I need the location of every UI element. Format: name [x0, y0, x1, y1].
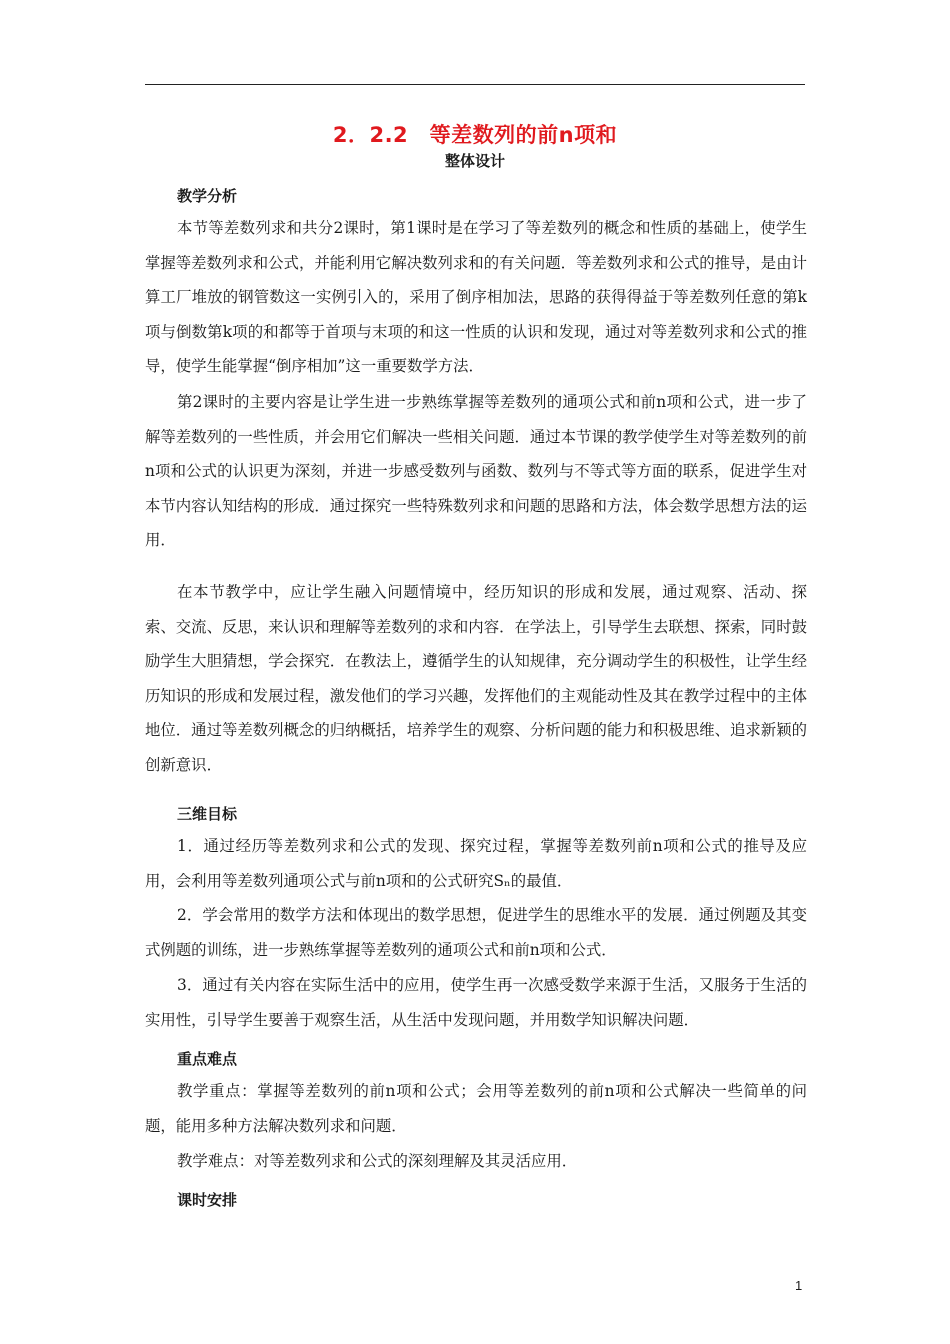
section-heading-analysis: 教学分析 [177, 187, 238, 205]
page-number: 1 [795, 1278, 803, 1293]
paragraph: 教学难点：对等差数列求和公式的深刻理解及其灵活应用． [177, 1152, 578, 1170]
paragraph: 教学重点：掌握等差数列的前n项和公式；会用等差数列的前n项和公式解决一些简单的问题，能用多种方法解决数列求和问题． [145, 1082, 807, 1135]
paragraph: 本节等差数列求和共分2课时，第1课时是在学习了等差数列的概念和性质的基础上，使学生掌握等差数列求和公式，并能利用它解决数列求和的有关问题．等差数列求和公式的推导，是由计算工厂堆放的钢管数这一实例引入的，采用了倒序相加法，思路的获得得益于等差数列任意的第k项与倒数第k项的和都等于首项与末项的和这一性质的认识和发现，通过对等差数列求和公式的推导，使学生能掌握“倒序相加”这一重要数学方法． [145, 219, 807, 375]
document-title: 2．2.2 等差数列的前n项和 [332, 123, 618, 147]
paragraph: 1．通过经历等差数列求和公式的发现、探究过程，掌握等差数列前n项和公式的推导及应用，会利用等差数列通项公式与前n项和的公式研究Sₙ的最值． [145, 837, 807, 890]
paragraph: 第2课时的主要内容是让学生进一步熟练掌握等差数列的通项公式和前n项和公式，进一步了解等差数列的一些性质，并会用它们解决一些相关问题．通过本节课的教学使学生对等差数列的前n项和公式的认识更为深刻，并进一步感受数列与函数、数列与不等式等方面的联系，促进学生对本节内容认知结构的形成．通过探究一些特殊数列求和问题的思路和方法，体会数学思想方法的运用． [145, 393, 807, 549]
section-heading-goals: 三维目标 [177, 805, 238, 823]
paragraph: 3．通过有关内容在实际生活中的应用，使学生再一次感受数学来源于生活，又服务于生活的实用性，引导学生要善于观察生活，从生活中发现问题，并用数学知识解决问题． [145, 976, 807, 1029]
paragraph: 在本节教学中，应让学生融入问题情境中，经历知识的形成和发展，通过观察、活动、探索、交流、反思，来认识和理解等差数列的求和内容．在学法上，引导学生去联想、探索，同时鼓励学生大胆猜想，学会探究．在教法上，遵循学生的认知规律，充分调动学生的积极性，让学生经历知识的形成和发展过程，激发他们的学习兴趣，发挥他们的主观能动性及其在教学过程中的主体地位．通过等差数列概念的归纳概括，培养学生的观察、分析问题的能力和积极思维、追求新颖的创新意识． [145, 583, 807, 774]
paragraph: 2．学会常用的数学方法和体现出的数学思想，促进学生的思维水平的发展．通过例题及其变式例题的训练，进一步熟练掌握等差数列的通项公式和前n项和公式． [145, 906, 807, 959]
header-rule [145, 84, 805, 85]
document-subtitle: 整体设计 [444, 152, 505, 170]
section-heading-schedule: 课时安排 [177, 1191, 238, 1209]
section-heading-key-points: 重点难点 [177, 1050, 238, 1068]
